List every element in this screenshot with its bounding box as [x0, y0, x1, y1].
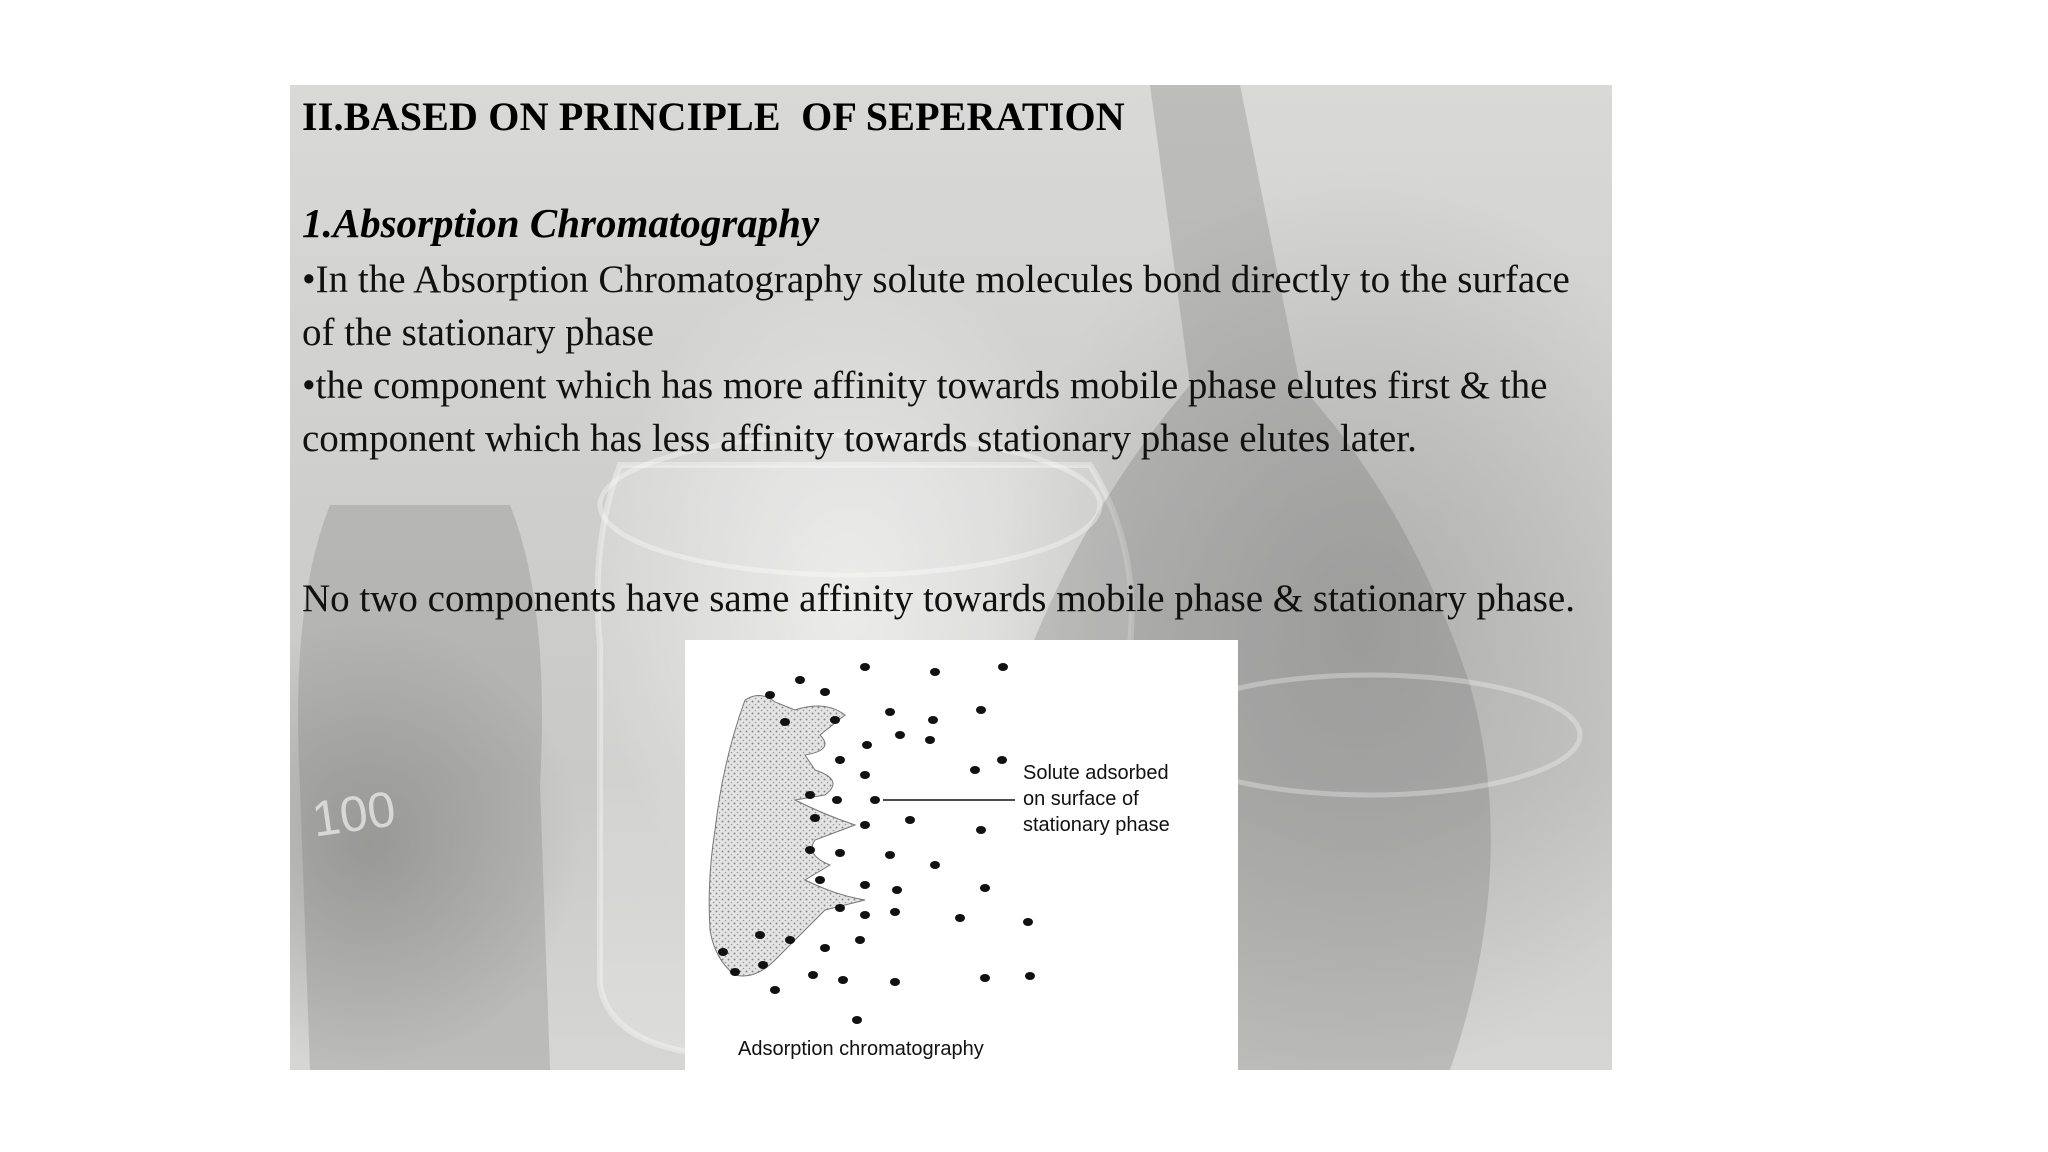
- label-line-1: Solute adsorbed: [1023, 762, 1169, 784]
- adsorption-illustration: [685, 640, 1238, 1070]
- solute-adsorbed-label: [1023, 760, 1243, 838]
- slide: [290, 85, 1612, 1070]
- affinity-paragraph: No two components have same affinity towards mobile phase & stationary phase.: [302, 577, 1575, 620]
- stationary-phase-surface: [709, 695, 865, 976]
- adsorption-diagram: [685, 640, 1238, 1070]
- figure-caption: Adsorption chromatography: [738, 1038, 984, 1060]
- bullet-point-1: •In the Absorption Chromatography solute molecules bond directly to the surface of the stationary phase: [302, 258, 1570, 354]
- slide-heading: II.BASED ON PRINCIPLE OF SEPERATION: [302, 94, 1125, 139]
- section-subheading: 1.Absorption Chromatography: [302, 200, 820, 246]
- bullet-point-2: •the component which has more affinity towards mobile phase elutes first & the component which has less affinity towards stationary phase elutes later.: [302, 364, 1548, 460]
- label-line-3: stationary phase: [1023, 814, 1170, 836]
- label-line-2: on surface of: [1023, 788, 1139, 810]
- beaker-graduation-mark: 100: [308, 780, 399, 848]
